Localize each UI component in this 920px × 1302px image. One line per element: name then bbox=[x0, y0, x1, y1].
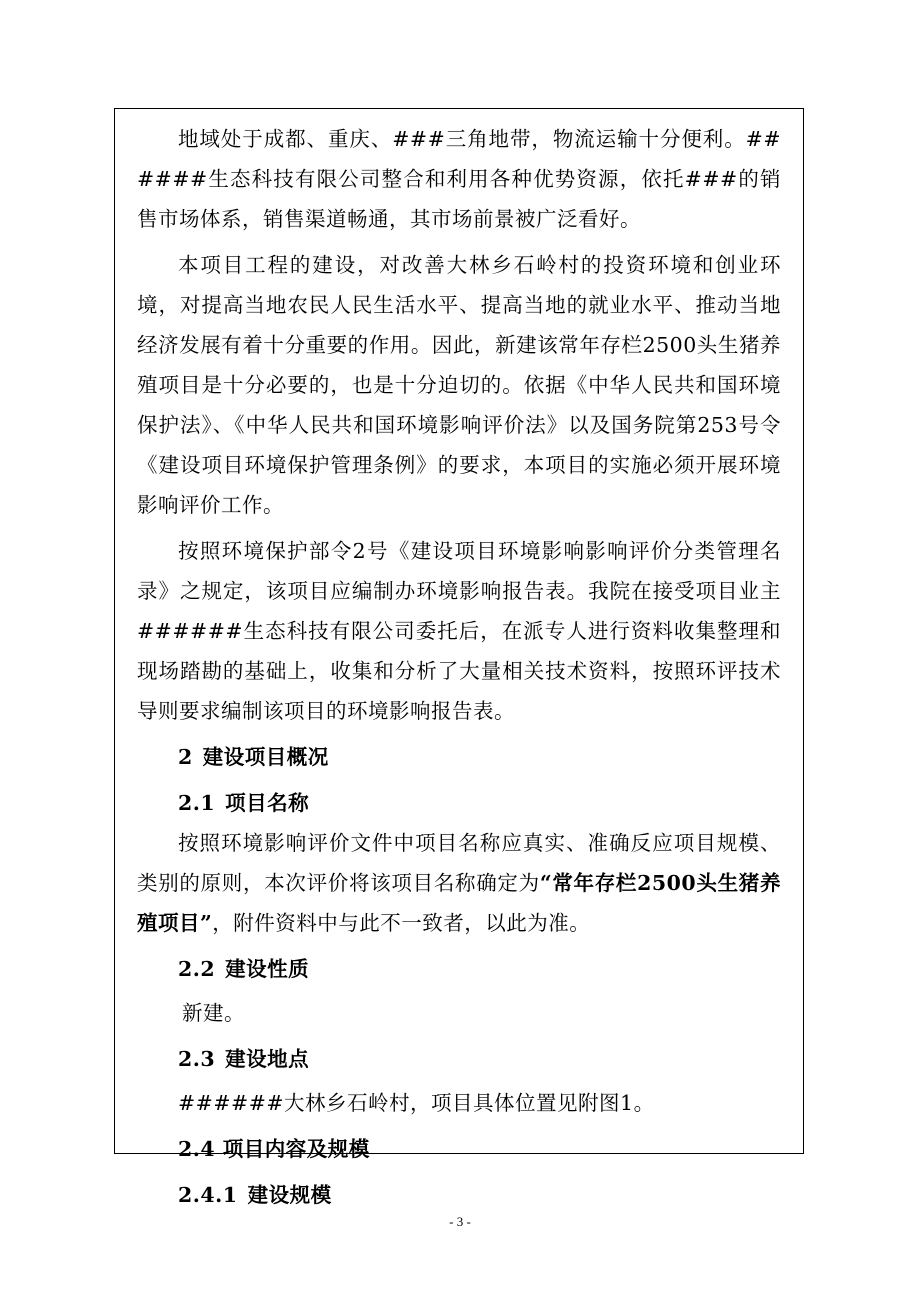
paragraph-classification: 按照环境保护部令2号《建设项目环境影响影响评价分类管理名录》之规定，该项目应编制办环境影响报告表。我院在接受项目业主######生态科技有限公司委托后，在派专人进行资料收集整理和现场踏勘的基础上，收集和分析了大量相关技术资料，按照环评技术导则要求编制该项目的环境影响报告表。 bbox=[137, 539, 781, 723]
heading-number: 2.2 bbox=[178, 957, 216, 981]
heading-project-overview bbox=[137, 737, 781, 777]
page-number: - 3 - bbox=[449, 1214, 471, 1229]
heading-title: 建设性质 bbox=[225, 957, 310, 981]
paragraph-significance: 本项目工程的建设，对改善大林乡石岭村的投资环境和创业环境，对提高当地农民人民生活水平、提高当地的就业水平、推动当地经济发展有着十分重要的作用。因此，新建该常年存栏2500头生猪养殖项目是十分必要的，也是十分迫切的。依据《中华人民共和国环境保护法》、《中华人民共和国环境影响评价法》以及国务院第253号令《建设项目环境保护管理条例》的要求，本项目的实施必须开展环境影响评价工作。 bbox=[137, 253, 781, 517]
heading-title: 建设规模 bbox=[247, 1183, 332, 1207]
paragraph-location: 地域处于成都、重庆、###三角地带，物流运输十分便利。######生态科技有限公司整合和利用各种优势资源，依托###的销售市场体系，销售渠道畅通，其市场前景被广泛看好。 bbox=[137, 127, 781, 231]
project-name-bold: “常年存栏2500头生猪养殖项目” bbox=[137, 871, 781, 935]
heading-number: 2.3 bbox=[178, 1047, 216, 1071]
heading-number: 2.1 bbox=[178, 791, 216, 815]
heading-number: 2.4.1 bbox=[178, 1183, 238, 1207]
heading-project-name bbox=[137, 783, 781, 823]
paragraph-construction-site: ######大林乡石岭村，项目具体位置见附图1。 bbox=[178, 1091, 655, 1115]
heading-construction-site bbox=[137, 1039, 781, 1079]
content-frame bbox=[114, 108, 804, 1207]
heading-title: 建设地点 bbox=[225, 1047, 310, 1071]
paragraph-construction-nature: 新建。 bbox=[182, 1001, 245, 1025]
heading-construction-nature bbox=[137, 949, 781, 989]
heading-title: 建设项目概况 bbox=[202, 745, 329, 769]
heading-content-scale: 2.4 项目内容及规模 bbox=[178, 1137, 370, 1161]
heading-construction-scale bbox=[137, 1175, 781, 1215]
heading-title: 项目名称 bbox=[225, 791, 310, 815]
project-name-note: ，附件资料中与此不一致者，以此为准。 bbox=[212, 911, 591, 935]
project-name-intro: 按照环境影响评价文件中项目名称应真实、准确反应项目规模、类别的原则，本次评价将该项目名称确定为 bbox=[137, 831, 781, 895]
heading-number: 2 bbox=[178, 745, 193, 769]
paragraph-project-name bbox=[137, 823, 781, 943]
